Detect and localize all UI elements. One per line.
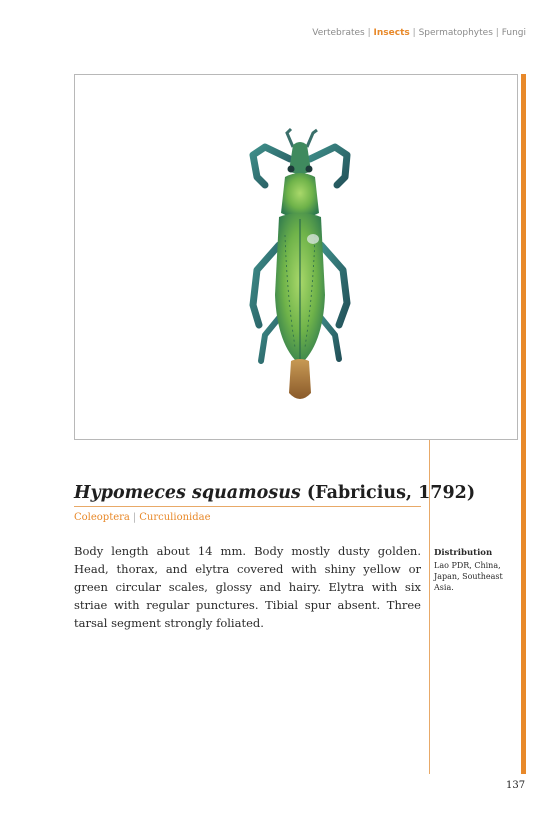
accent-side-bar (521, 74, 526, 774)
beetle-specimen-image (235, 125, 365, 415)
distribution-heading: Distribution (434, 548, 493, 558)
taxon-order: Coleoptera (74, 512, 130, 523)
nav-separator: | (412, 28, 416, 38)
page-number: 137 (506, 780, 526, 791)
specimen-photo-frame (74, 74, 518, 440)
species-name: Hypomeces squamosus (74, 483, 301, 503)
section-nav (312, 28, 526, 38)
species-authority: (Fabricius, 1792) (306, 483, 476, 503)
nav-item-fungi[interactable]: Fungi (501, 28, 526, 38)
taxon-family: Curculionidae (139, 512, 211, 523)
title-underline (74, 506, 421, 507)
species-description: Body length about 14 mm. Body mostly dusty golden. Head, thorax, and elytra covered with shiny yellow or green circular scales, glossy and hairy. Elytra with six striae with regular punctures. Tibial spur absent. Three tarsal segment strongly foliated. (74, 544, 421, 630)
distribution-text: Lao PDR, China, Japan, Southeast Asia. (434, 561, 503, 592)
species-title (74, 482, 475, 504)
nav-separator: | (495, 28, 499, 38)
nav-item-spermatophytes[interactable]: Spermatophytes (418, 28, 493, 38)
nav-item-vertebrates[interactable]: Vertebrates (312, 28, 365, 38)
taxon-separator: | (132, 512, 137, 523)
nav-separator: | (367, 28, 371, 38)
taxonomy-line (74, 512, 211, 523)
nav-item-insects[interactable]: Insects (373, 28, 410, 38)
